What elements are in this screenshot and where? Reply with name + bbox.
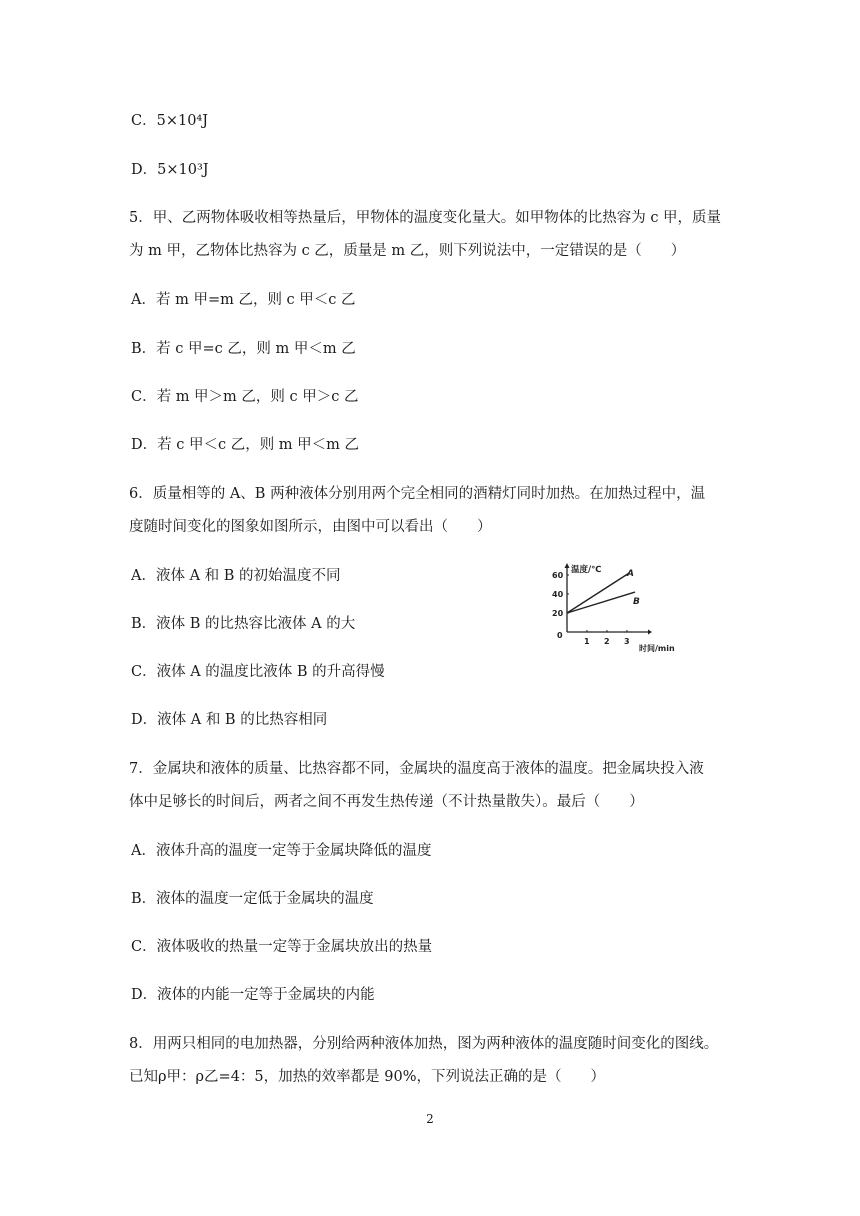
q4-option-c[interactable]: C．5×10⁴J — [131, 113, 209, 129]
q5-option-c[interactable]: C．若 m 甲＞m 乙，则 c 甲＞c 乙 — [131, 389, 359, 405]
x-tick-label: 1 — [584, 637, 590, 646]
q5-option-a[interactable]: A．若 m 甲=m 乙，则 c 甲＜c 乙 — [131, 292, 356, 308]
x-tick-label: 3 — [624, 637, 630, 646]
q8-stem-line-1: 8．用两只相同的电加热器，分别给两种液体加热，图为两种液体的温度随时间变化的图线。 — [129, 1036, 719, 1052]
x-axis-label: 时间/min — [639, 644, 675, 653]
q6-option-b[interactable]: B．液体 B 的比热容比液体 A 的大 — [131, 616, 356, 632]
q5-option-b[interactable]: B．若 c 甲=c 乙，则 m 甲＜m 乙 — [131, 341, 356, 357]
q6-option-c[interactable]: C．液体 A 的温度比液体 B 的升高得慢 — [131, 664, 385, 680]
q6-option-d[interactable]: D．液体 A 和 B 的比热容相同 — [131, 712, 328, 728]
q7-stem-line-1: 7．金属块和液体的质量、比热容都不同，金属块的温度高于液体的温度。把金属块投入液 — [129, 761, 704, 777]
q6-option-a[interactable]: A．液体 A 和 B 的初始温度不同 — [131, 568, 341, 584]
q5-stem-line-2: 为 m 甲，乙物体比热容为 c 乙，质量是 m 乙，则下列说法中，一定错误的是（ ） — [129, 243, 686, 259]
x-tick-label: 2 — [604, 637, 610, 646]
series-label-b: B — [633, 597, 640, 608]
series-line-b — [567, 592, 635, 613]
q7-stem-line-2: 体中足够长的时间后，两者之间不再发生热传递（不计热量散失）。最后（ ） — [129, 794, 644, 810]
x-axis-arrow — [648, 630, 652, 635]
q7-option-c[interactable]: C．液体吸收的热量一定等于金属块放出的热量 — [131, 939, 433, 955]
q5-option-d[interactable]: D．若 c 甲＜c 乙，则 m 甲＜m 乙 — [131, 437, 360, 453]
q5-stem-line-1: 5．甲、乙两物体吸收相等热量后，甲物体的温度变化量大。如甲物体的比热容为 c 甲，质量 — [129, 210, 722, 226]
q7-option-a[interactable]: A．液体升高的温度一定等于金属块降低的温度 — [131, 843, 432, 859]
temperature-time-chart — [545, 560, 695, 660]
q6-stem-line-2: 度随时间变化的图象如图所示，由图中可以看出（ ） — [129, 519, 492, 535]
y-tick-label: 20 — [552, 609, 564, 618]
q7-option-b[interactable]: B．液体的温度一定低于金属块的温度 — [131, 891, 374, 907]
y-tick-label: 60 — [552, 571, 564, 580]
q8-stem-line-2: 已知ρ甲：ρ乙=4：5，加热的效率都是 90%，下列说法正确的是（ ） — [129, 1069, 605, 1085]
y-axis-label: 温度/℃ — [571, 565, 602, 575]
q7-option-d[interactable]: D．液体的内能一定等于金属块的内能 — [131, 987, 375, 1003]
page-number: 2 — [426, 1112, 434, 1126]
q6-stem-line-1: 6．质量相等的 A、B 两种液体分别用两个完全相同的酒精灯同时加热。在加热过程中，温 — [129, 486, 706, 502]
y-tick-label: 0 — [557, 631, 563, 640]
y-axis-arrow — [565, 563, 570, 568]
q4-option-d[interactable]: D．5×10³J — [131, 162, 209, 178]
series-label-a: A — [627, 569, 634, 580]
series-line-a — [567, 573, 629, 613]
y-tick-label: 40 — [552, 590, 564, 599]
